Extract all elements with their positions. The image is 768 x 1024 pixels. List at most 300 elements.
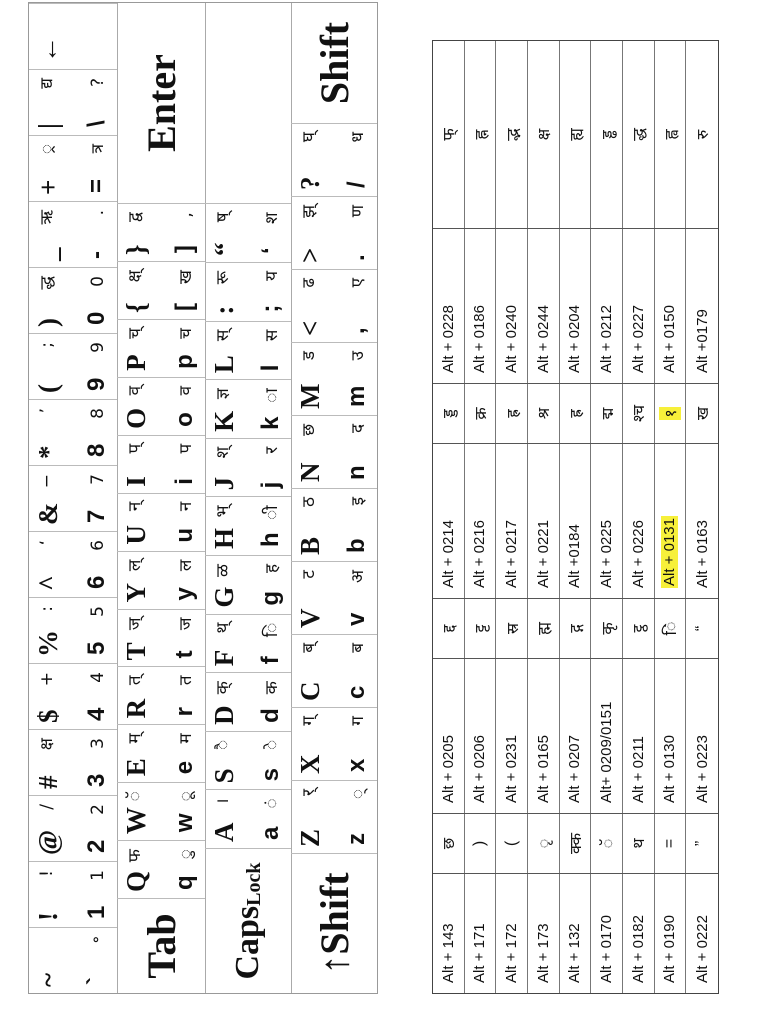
table-cell <box>623 874 655 993</box>
glyph-text: ह्य <box>567 128 585 141</box>
key-legend-bl: \ <box>83 120 110 127</box>
glyph-text: ॅ <box>599 838 617 849</box>
key-legend-tr: / <box>37 804 57 810</box>
alt-code-text: Alt + 0214 <box>439 520 457 588</box>
key-legend-tl: E <box>121 758 151 777</box>
glyph-text: द्म <box>599 407 617 420</box>
bottom-row-key <box>291 415 377 488</box>
table-cell <box>655 599 687 658</box>
glyph-text: ट्ठ <box>631 624 649 633</box>
alt-code-text: Alt + 0222 <box>693 915 711 983</box>
table-cell <box>686 229 718 383</box>
key-legend-bl: v <box>343 612 370 626</box>
glyph-text: ह्र <box>567 409 585 418</box>
table-cell <box>496 41 528 228</box>
number-row-key <box>29 399 117 465</box>
table-cell <box>655 814 687 873</box>
glyph-text: िं <box>662 621 680 636</box>
key-legend-bl: [ <box>171 303 198 311</box>
key-legend-br: स <box>262 329 282 342</box>
bottom-row-key <box>291 196 377 269</box>
qwerty-row-key <box>117 435 205 493</box>
key-legend-bl: d <box>257 708 284 723</box>
key-legend-tr: ‘ <box>37 540 57 546</box>
home-row-key <box>205 203 291 262</box>
key-legend-tr: स् <box>213 329 233 342</box>
key-legend-br: 8 <box>88 408 108 419</box>
key-legend-br: अ <box>348 570 368 583</box>
glyph-text: “ <box>693 625 711 632</box>
tab-key: Tab <box>117 898 205 993</box>
key-legend-br: 5 <box>88 606 108 617</box>
table-cell <box>623 659 655 813</box>
table-cell <box>655 384 687 443</box>
key-legend-bl: . <box>343 254 370 261</box>
table-cell <box>528 41 560 228</box>
key-legend-br: 1 <box>88 870 108 881</box>
key-legend-tl: T <box>121 642 151 661</box>
key-legend-br: ख <box>176 270 196 285</box>
table-cell <box>465 41 497 228</box>
key-legend-tl: < <box>295 320 325 336</box>
key-legend-br: 0 <box>88 276 108 287</box>
key-legend-tl: N <box>295 462 325 482</box>
number-row-key <box>29 69 117 135</box>
number-row-key <box>29 663 117 729</box>
table-cell <box>560 659 592 813</box>
key-legend-bl: w <box>171 813 198 833</box>
key-legend-tr: न् <box>125 501 145 512</box>
table-cell <box>528 384 560 443</box>
glyph-text: क्र <box>472 407 490 420</box>
key-legend-tr: ज् <box>125 617 145 631</box>
key-legend-tl: $ <box>33 709 63 723</box>
table-cell <box>528 814 560 873</box>
alt-code-text: Alt + 0227 <box>629 305 647 373</box>
key-legend-bl: m <box>343 385 370 407</box>
key-legend-tl: A <box>209 822 239 842</box>
enter-key: Enter <box>138 54 184 152</box>
alt-code-text: Alt + 0182 <box>629 915 647 983</box>
key-legend-br: ण <box>348 205 368 218</box>
keyboard-row-bottom <box>291 3 377 993</box>
alt-code-table <box>432 40 719 994</box>
table-cell <box>465 814 497 873</box>
qwerty-row-key <box>117 551 205 609</box>
bottom-row-key <box>291 488 377 561</box>
key-legend-tr: त् <box>125 675 145 686</box>
key-legend-tl: S <box>209 768 239 784</box>
key-legend-tl: X <box>295 754 325 774</box>
key-legend-br: य <box>262 271 282 281</box>
glyph-text: क्ष <box>536 128 554 141</box>
key-legend-bl: , <box>343 327 370 334</box>
glyph-text: कृ <box>599 622 617 635</box>
glyph-text: १ <box>659 407 681 419</box>
alt-code-text: Alt + 0211 <box>629 736 647 803</box>
glyph-text: स्र <box>504 623 522 634</box>
table-cell <box>528 444 560 598</box>
key-legend-tr: ; <box>37 342 57 348</box>
key-legend-tl: I <box>121 476 151 487</box>
key-legend-tr: ठ <box>299 497 319 507</box>
key-legend-br: ा <box>262 388 282 403</box>
glyph-text: श्च <box>631 405 649 422</box>
alt-code-text: Alt + 0131 <box>661 518 679 586</box>
table-cell <box>465 874 497 993</box>
key-legend-br: श <box>262 212 282 224</box>
key-legend-bl: y <box>171 587 198 601</box>
key-legend-tr: द्व <box>125 212 145 222</box>
key-legend-tr: ॅ <box>125 791 145 802</box>
key-legend-bl: o <box>171 412 198 427</box>
key-legend-tl: | <box>33 123 63 129</box>
table-column-char <box>433 383 718 443</box>
table-cell <box>686 659 718 813</box>
bottom-row-key <box>291 269 377 342</box>
bottom-row-key <box>291 634 377 707</box>
number-row-key <box>29 135 117 201</box>
alt-code-text: Alt + 171 <box>471 923 489 983</box>
table-column-code <box>433 228 718 383</box>
number-row-key <box>29 597 117 663</box>
key-legend-bl: l <box>257 364 284 372</box>
key-legend-bl: a <box>257 826 284 840</box>
key-legend-bl: 0 <box>83 311 110 325</box>
key-legend-br: 2 <box>88 804 108 815</box>
table-cell <box>496 229 528 383</box>
number-row-key <box>29 465 117 531</box>
key-legend-bl: c <box>343 685 370 699</box>
number-row-key <box>29 201 117 267</box>
qwerty-row-key <box>117 609 205 667</box>
key-legend-tr: ! <box>37 870 57 877</box>
qwerty-row-key <box>117 377 205 435</box>
table-cell <box>591 444 623 598</box>
key-legend-bl: b <box>343 538 370 553</box>
key-legend-tl: V <box>295 608 325 628</box>
key-legend-tl: ! <box>33 912 63 921</box>
shift-left-key: ↑Shift <box>291 853 377 993</box>
glyph-text: द्ग <box>567 624 585 633</box>
bottom-row-key <box>291 707 377 780</box>
key-legend-tr: घ् <box>299 132 319 143</box>
key-legend-tr: थ् <box>213 622 233 634</box>
key-legend-bl: 2 <box>83 839 110 853</box>
key-legend-tr: झ् <box>299 205 319 218</box>
key-legend-tl: ^ <box>33 575 63 591</box>
table-cell <box>496 599 528 658</box>
key-legend-bl: n <box>343 465 370 480</box>
key-legend-br: ं <box>262 798 282 809</box>
key-legend-br: द <box>348 424 368 434</box>
key-legend-bl: 5 <box>83 641 110 655</box>
key-legend-tl: ~ <box>33 972 63 987</box>
table-cell <box>591 659 623 813</box>
home-row-key <box>205 731 291 790</box>
key-legend-tl: W <box>121 807 151 835</box>
table-cell <box>686 599 718 658</box>
number-row-key <box>29 729 117 795</box>
key-legend-bl: ‘ <box>257 247 284 254</box>
key-legend-tr: रू <box>213 271 233 285</box>
qwerty-row-key <box>117 261 205 319</box>
key-legend-tl: L <box>209 355 239 374</box>
table-cell <box>528 599 560 658</box>
table-cell <box>686 384 718 443</box>
key-legend-tl: B <box>295 536 325 555</box>
key-legend-tl: ? <box>295 176 325 190</box>
bottom-row-key <box>291 561 377 634</box>
glyph-text: ह्न <box>472 129 490 140</box>
key-legend-br: प <box>176 443 196 454</box>
key-legend-bl: s <box>257 768 284 782</box>
key-legend-tl: ( <box>33 384 63 393</box>
alt-code-text: Alt+ 0209/0151 <box>598 701 616 803</box>
key-legend-tl: & <box>33 502 63 525</box>
key-legend-bl: 1 <box>83 905 110 919</box>
alt-code-text: Alt + 0240 <box>503 305 521 373</box>
table-cell <box>655 444 687 598</box>
key-legend-tl: Y <box>121 583 151 603</box>
key-legend-bl: u <box>171 527 198 543</box>
key-legend-tr: ज्ञ <box>213 388 233 400</box>
key-legend-br: , <box>176 212 196 218</box>
bottom-row-key <box>291 123 377 196</box>
glyph-text: फ् <box>441 128 459 141</box>
alt-code-text: Alt + 0216 <box>471 520 489 588</box>
glyph-text: रु <box>695 129 713 140</box>
alt-code-text: Alt + 0221 <box>534 520 552 588</box>
home-row-key <box>205 438 291 497</box>
table-cell <box>686 874 718 993</box>
key-legend-bl: r <box>171 706 198 717</box>
key-legend-bl: e <box>171 760 198 775</box>
bottom-row-key <box>291 780 377 853</box>
glyph-text: श्र <box>536 407 554 420</box>
key-legend-tr: फ <box>125 849 145 863</box>
key-legend-tl: Z <box>295 828 325 847</box>
table-cell <box>433 659 465 813</box>
glyph-text: ह्व <box>662 129 680 140</box>
key-legend-bl: p <box>171 354 198 369</box>
table-cell <box>496 384 528 443</box>
alt-code-text: Alt + 0217 <box>503 520 521 588</box>
key-legend-tl: @ <box>33 829 63 855</box>
key-legend-tr: क् <box>213 681 233 695</box>
qwerty-row-key <box>117 724 205 782</box>
alt-code-text: Alt + 0228 <box>439 305 457 373</box>
key-legend-bl: ` <box>83 977 110 985</box>
key-legend-tr: भ् <box>213 505 233 518</box>
key-legend-tl: * <box>33 445 63 459</box>
key-legend-tr: ळ <box>213 564 233 577</box>
key-legend-tl: } <box>121 244 151 256</box>
table-cell <box>496 814 528 873</box>
key-legend-br: 7 <box>88 474 108 485</box>
number-row-key <box>29 267 117 333</box>
table-cell <box>591 599 623 658</box>
glyph-text: थ <box>631 838 649 849</box>
key-legend-tr: ड <box>299 351 319 361</box>
key-legend-tl: > <box>295 247 325 263</box>
table-cell <box>560 41 592 228</box>
table-cell <box>623 444 655 598</box>
key-legend-bl: ; <box>257 304 284 313</box>
alt-code-text: Alt + 172 <box>503 923 521 983</box>
alt-code-text: Alt + 0231 <box>503 735 521 803</box>
glyph-text: = <box>660 838 678 849</box>
table-cell <box>560 384 592 443</box>
alt-code-text: Alt + 0223 <box>693 735 711 803</box>
table-cell <box>433 384 465 443</box>
alt-code-text: Alt +0184 <box>566 524 584 588</box>
table-cell <box>496 874 528 993</box>
key-legend-br: . <box>88 210 108 216</box>
key-legend-br: ॰ <box>88 936 108 944</box>
key-legend-br: ध <box>348 132 368 143</box>
table-cell <box>560 599 592 658</box>
alt-code-text: Alt + 0207 <box>566 735 584 803</box>
key-legend-br: म <box>176 733 196 744</box>
key-legend-tl: “ <box>209 242 239 256</box>
key-legend-br: त <box>176 675 196 686</box>
home-row-key <box>205 262 291 321</box>
alt-code-text: Alt + 0165 <box>534 735 552 803</box>
number-row-key <box>29 861 117 927</box>
table-cell <box>465 229 497 383</box>
glyph-text: ड्ड <box>441 409 459 418</box>
alt-code-text: Alt + 0150 <box>661 305 679 373</box>
alt-code-text: Alt + 0163 <box>693 520 711 588</box>
key-legend-bl: k <box>257 416 284 430</box>
table-cell <box>465 659 497 813</box>
table-cell <box>623 814 655 873</box>
table-cell <box>591 384 623 443</box>
table-column-char <box>433 598 718 658</box>
key-legend-bl: j <box>257 481 284 489</box>
glyph-text: द्भ <box>504 128 522 141</box>
qwerty-row-key <box>117 493 205 551</box>
key-legend-tr: : <box>37 606 57 612</box>
key-legend-tr: क्ष <box>37 738 57 751</box>
glyph-text: ह्म <box>536 622 554 635</box>
table-cell <box>496 659 528 813</box>
key-legend-br: ? <box>88 78 108 88</box>
key-legend-br: व <box>176 385 196 396</box>
key-legend-tr: म् <box>125 733 145 744</box>
home-row-key <box>205 496 291 555</box>
key-legend-bl: 3 <box>83 773 110 787</box>
home-row-key <box>205 789 291 848</box>
key-legend-tl: ) <box>33 318 63 327</box>
key-legend-tr: ष् <box>213 212 233 223</box>
key-legend-tr: प् <box>125 443 145 454</box>
key-legend-tr: छ <box>299 424 319 436</box>
key-legend-bl: z <box>343 833 370 845</box>
number-row-key <box>29 927 117 993</box>
key-legend-tl: J <box>209 476 239 491</box>
alt-code-text: Alt + 173 <box>534 923 552 983</box>
table-cell <box>433 444 465 598</box>
shift-right-key: Shift <box>311 21 357 105</box>
keyboard-row-qwerty <box>117 3 206 993</box>
key-legend-br: ् <box>348 789 368 800</box>
key-legend-tl: O <box>121 407 151 429</box>
glyph-text: छ <box>441 837 459 850</box>
key-legend-bl: ] <box>171 245 198 254</box>
table-cell <box>686 41 718 228</box>
table-cell <box>623 41 655 228</box>
key-legend-tr: ढ <box>299 278 319 288</box>
alt-code-text: Alt +0179 <box>693 309 711 373</box>
qwerty-row-key <box>117 319 205 377</box>
key-legend-tr: च् <box>125 328 145 339</box>
key-legend-tl: R <box>121 698 151 719</box>
key-legend-tr: श् <box>213 446 233 459</box>
key-legend-tr: ै <box>213 739 233 750</box>
key-legend-tl: _ <box>33 247 63 261</box>
table-cell <box>591 814 623 873</box>
key-legend-br: ए <box>348 278 368 288</box>
key-legend-br: क <box>262 681 282 695</box>
table-cell <box>591 229 623 383</box>
glyph-text: ” <box>693 840 711 847</box>
key-legend-tr: । <box>213 798 233 805</box>
number-row-key <box>29 795 117 861</box>
key-legend-br: र <box>262 446 282 454</box>
key-legend-bl: h <box>257 532 284 547</box>
glyph-text: क्क <box>567 833 585 855</box>
table-column-code <box>433 658 718 813</box>
table-column-code <box>433 873 718 993</box>
table-cell <box>655 229 687 383</box>
table-cell <box>623 384 655 443</box>
key-legend-tr: व् <box>125 385 145 396</box>
table-cell <box>465 384 497 443</box>
alt-code-text: Alt + 0212 <box>598 305 616 373</box>
number-row-key <box>29 3 117 69</box>
table-cell <box>433 41 465 228</box>
home-row-key <box>205 555 291 614</box>
key-legend-bl: 4 <box>83 707 110 721</box>
key-legend-br: ह <box>262 564 282 574</box>
bottom-row-key <box>291 342 377 415</box>
table-cell <box>433 874 465 993</box>
key-legend-br: च <box>176 328 196 339</box>
key-legend-bl: q <box>171 875 198 890</box>
key-legend-br: ग <box>348 716 368 726</box>
alt-code-text: Alt + 0190 <box>661 915 679 983</box>
glyph-text: ) <box>470 840 488 847</box>
key-legend-tr: द्ध <box>37 276 57 290</box>
key-legend-br: न <box>176 501 196 512</box>
table-cell <box>686 814 718 873</box>
home-row-key <box>205 614 291 673</box>
key-legend-bl: = <box>83 178 110 193</box>
key-legend-br: 3 <box>88 738 108 749</box>
key-legend-tl: Q <box>121 870 151 892</box>
key-legend-bl: g <box>257 590 284 606</box>
key-legend-br: 9 <box>88 342 108 353</box>
key-legend-bl: i <box>171 478 198 485</box>
alt-code-text: Alt + 0244 <box>534 305 552 373</box>
number-row-key <box>29 333 117 399</box>
table-column-char <box>433 41 718 228</box>
alt-code-text: Alt + 0205 <box>439 735 457 803</box>
table-column-char <box>433 813 718 873</box>
key-legend-tr: र् <box>299 789 319 796</box>
